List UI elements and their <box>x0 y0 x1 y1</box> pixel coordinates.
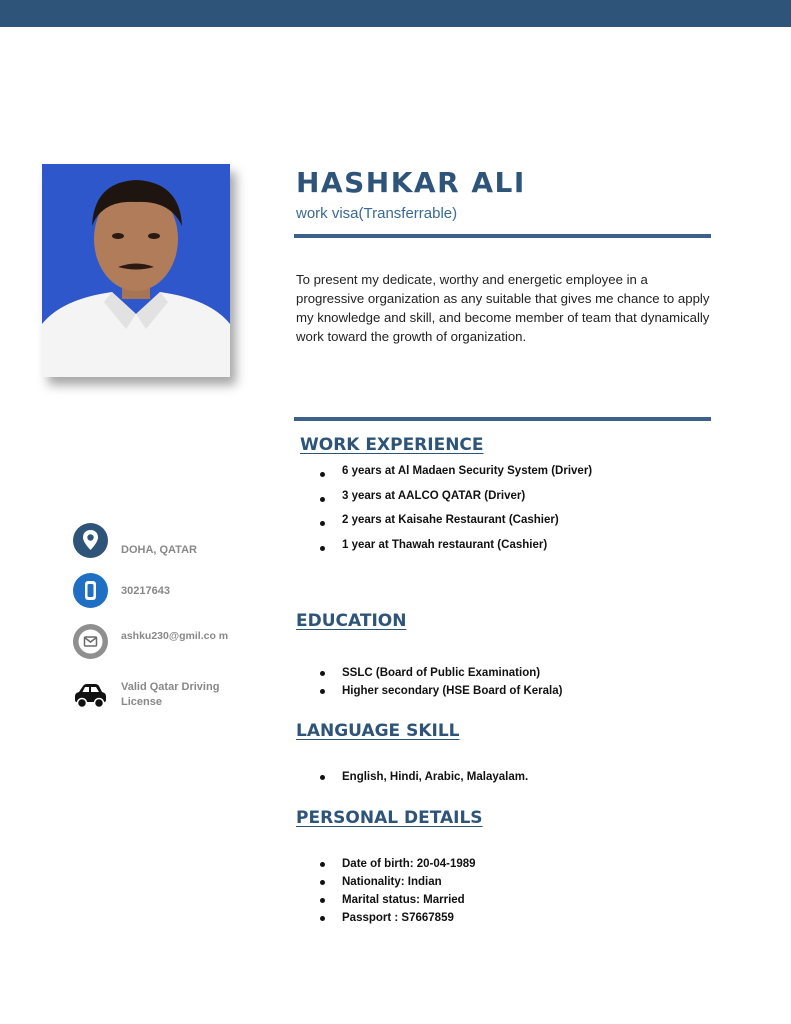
list-item: Date of birth: 20-04-1989 <box>320 855 476 873</box>
list-item: 6 years at Al Madaen Security System (Driver) <box>320 462 592 487</box>
list-item: Nationality: Indian <box>320 873 476 891</box>
divider <box>294 417 711 421</box>
education-heading: EDUCATION <box>296 611 407 631</box>
list-item: 2 years at Kaisahe Restaurant (Cashier) <box>320 511 592 536</box>
objective-text: To present my dedicate, worthy and energetic employee in a progressive organization as any suitable that gives me chance to apply my knowledge and skill, and become member of team that dynamically work toward the growth of organization. <box>296 272 710 344</box>
profile-photo <box>42 164 230 377</box>
list-item: Higher secondary (HSE Board of Kerala) <box>320 682 562 700</box>
list-item: Passport : S7667859 <box>320 909 476 927</box>
top-banner <box>0 0 791 27</box>
list-item: 1 year at Thawah restaurant (Cashier) <box>320 536 592 561</box>
location-text: DOHA, QATAR <box>121 544 197 556</box>
email-text: ashku230@gmil.co m <box>121 630 229 642</box>
list-item: 3 years at AALCO QATAR (Driver) <box>320 487 592 512</box>
candidate-name: HASHKAR ALI <box>296 166 526 199</box>
personal-details-list <box>320 855 476 927</box>
email-icon <box>72 623 109 660</box>
phone-icon <box>72 572 109 609</box>
language-list <box>320 768 528 786</box>
location-pin-icon <box>72 522 109 559</box>
education-list <box>320 664 562 700</box>
list-item: English, Hindi, Arabic, Malayalam. <box>320 768 528 786</box>
language-skill-heading: LANGUAGE SKILL <box>296 721 460 741</box>
visa-status: work visa(Transferrable) <box>296 205 458 222</box>
divider <box>294 234 711 238</box>
list-item: SSLC (Board of Public Examination) <box>320 664 562 682</box>
work-experience-heading: WORK EXPERIENCE <box>300 435 484 455</box>
personal-details-heading: PERSONAL DETAILS <box>296 808 483 828</box>
car-icon <box>72 678 109 715</box>
list-item: Marital status: Married <box>320 891 476 909</box>
license-text: Valid Qatar Driving License <box>121 681 220 708</box>
phone-text: 30217643 <box>121 585 170 597</box>
work-experience-list <box>320 462 592 560</box>
